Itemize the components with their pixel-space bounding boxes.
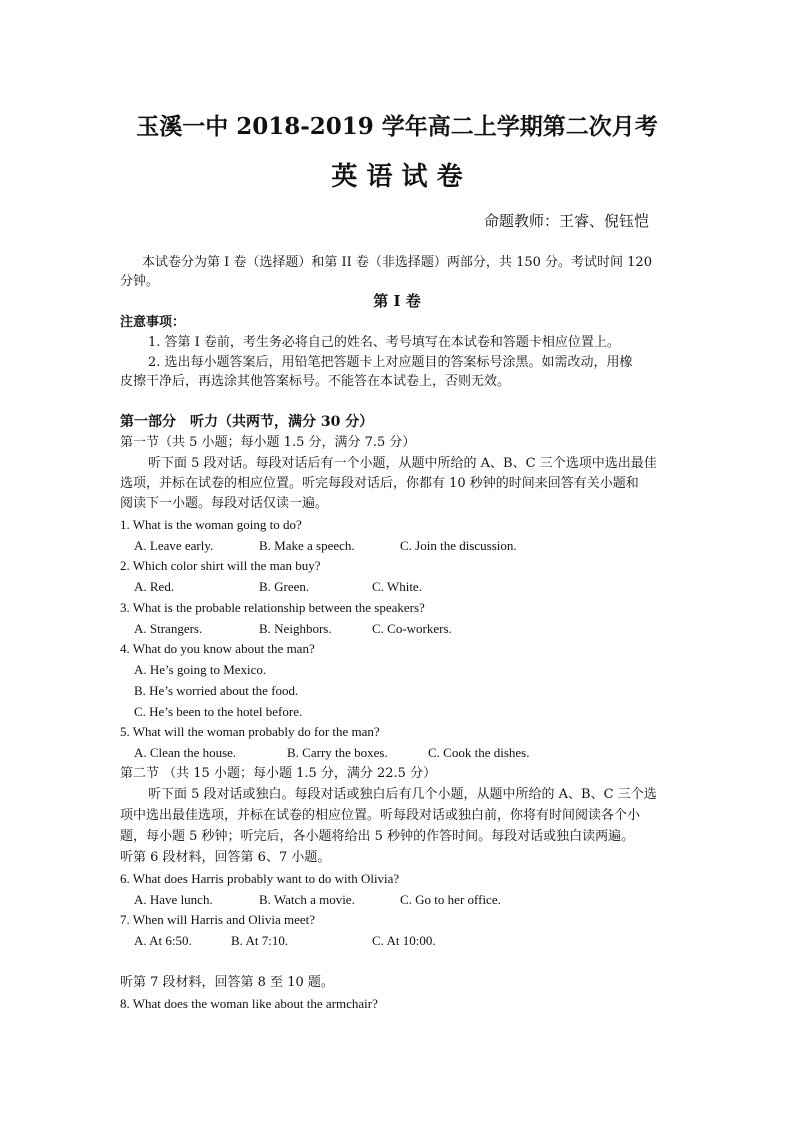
subsection-2-desc-3: 题，每小题 5 秒钟；听完后，各小题将给出 5 秒钟的作答时间。每段对话或独白读两遍。 — [120, 829, 635, 844]
notes-heading: 注意事项： — [120, 315, 186, 330]
question-6: 6. What does Harris probably want to do with Olivia? — [120, 871, 400, 886]
q4-option-b: B. He’s worried about the food. — [134, 683, 299, 698]
question-3: 3. What is the probable relationship between the speakers? — [120, 600, 425, 615]
intro-line-1: 本试卷分为第 I 卷（选择题）和第 II 卷（非选择题）两部分，共 150 分。考试时间 120 — [142, 255, 652, 270]
q1-option-a: A. Leave early. — [134, 538, 214, 553]
q5-option-b: B. Carry the boxes. — [287, 745, 388, 760]
q5-option-a: A. Clean the house. — [134, 745, 237, 760]
subsection-1-desc-3: 阅读下一小题。每段对话仅读一遍。 — [120, 496, 329, 511]
q3-option-a: A. Strangers. — [134, 621, 203, 636]
section-heading: 第一部分 听力（共两节，满分 30 分） — [120, 414, 374, 430]
question-7: 7. When will Harris and Olivia meet? — [120, 912, 316, 927]
q3-option-c: C. Co-workers. — [372, 621, 452, 636]
q7-option-b: B. At 7:10. — [231, 933, 289, 948]
question-4: 4. What do you know about the man? — [120, 641, 315, 656]
question-5: 5. What will the woman probably do for the man? — [120, 724, 380, 739]
exam-title: 玉溪一中 2018-2019 学年高二上学期第二次月考 — [136, 113, 658, 140]
intro-line-2: 分钟。 — [120, 274, 160, 289]
part-title: 第 I 卷 — [373, 292, 421, 310]
q6-option-a: A. Have lunch. — [134, 892, 213, 907]
q7-option-c: C. At 10:00. — [372, 933, 436, 948]
exam-authors: 命题教师：王睿、倪钰恺 — [484, 212, 650, 230]
q2-option-a: A. Red. — [134, 579, 175, 594]
question-1: 1. What is the woman going to do? — [120, 517, 302, 532]
q4-option-c: C. He’s been to the hotel before. — [134, 704, 303, 719]
q2-option-b: B. Green. — [259, 579, 310, 594]
q7-option-a: A. At 6:50. — [134, 933, 192, 948]
subsection-2-heading: 第二节 （共 15 小题；每小题 1.5 分，满分 22.5 分） — [120, 766, 437, 781]
q6-option-b: B. Watch a movie. — [259, 892, 355, 907]
subsection-1-desc-1: 听下面 5 段对话。每段对话后有一个小题，从题中所给的 A、B、C 三个选项中选出最佳 — [148, 456, 657, 471]
question-8: 8. What does the woman like about the armchair? — [120, 996, 378, 1011]
q1-option-b: B. Make a speech. — [259, 538, 355, 553]
notes-item-2-line-2: 皮擦干净后，再选涂其他答案标号。不能答在本试卷上，否则无效。 — [120, 374, 511, 389]
q5-option-c: C. Cook the dishes. — [428, 745, 530, 760]
q6-option-c: C. Go to her office. — [400, 892, 501, 907]
q2-option-c: C. White. — [372, 579, 422, 594]
q4-option-a: A. He’s going to Mexico. — [134, 662, 267, 677]
question-2: 2. Which color shirt will the man buy? — [120, 558, 321, 573]
subsection-2-desc-1: 听下面 5 段对话或独白。每段对话或独白后有几个小题，从题中所给的 A、B、C 三个选 — [148, 787, 657, 802]
notes-item-1: 1. 答第 I 卷前，考生务必将自己的姓名、考号填写在本试卷和答题卡相应位置上。 — [148, 335, 620, 350]
subsection-2-desc-2: 项中选出最佳选项，并标在试卷的相应位置。听每段对话或独白前，你将有时间阅读各个小 — [120, 808, 641, 823]
q1-option-c: C. Join the discussion. — [400, 538, 517, 553]
material-6-instruction: 听第 6 段材料，回答第 6、7 小题。 — [120, 850, 331, 865]
exam-subtitle: 英 语 试 卷 — [331, 162, 463, 192]
subsection-1-heading: 第一节（共 5 小题；每小题 1.5 分，满分 7.5 分） — [120, 435, 416, 450]
material-7-instruction: 听第 7 段材料，回答第 8 至 10 题。 — [120, 975, 334, 990]
q3-option-b: B. Neighbors. — [259, 621, 332, 636]
subsection-1-desc-2: 选项，并标在试卷的相应位置。听完每段对话后，你都有 10 秒钟的时间来回答有关小题和 — [120, 476, 639, 491]
notes-item-2-line-1: 2. 选出每小题答案后，用铅笔把答题卡上对应题目的答案标号涂黑。如需改动，用橡 — [148, 355, 633, 370]
